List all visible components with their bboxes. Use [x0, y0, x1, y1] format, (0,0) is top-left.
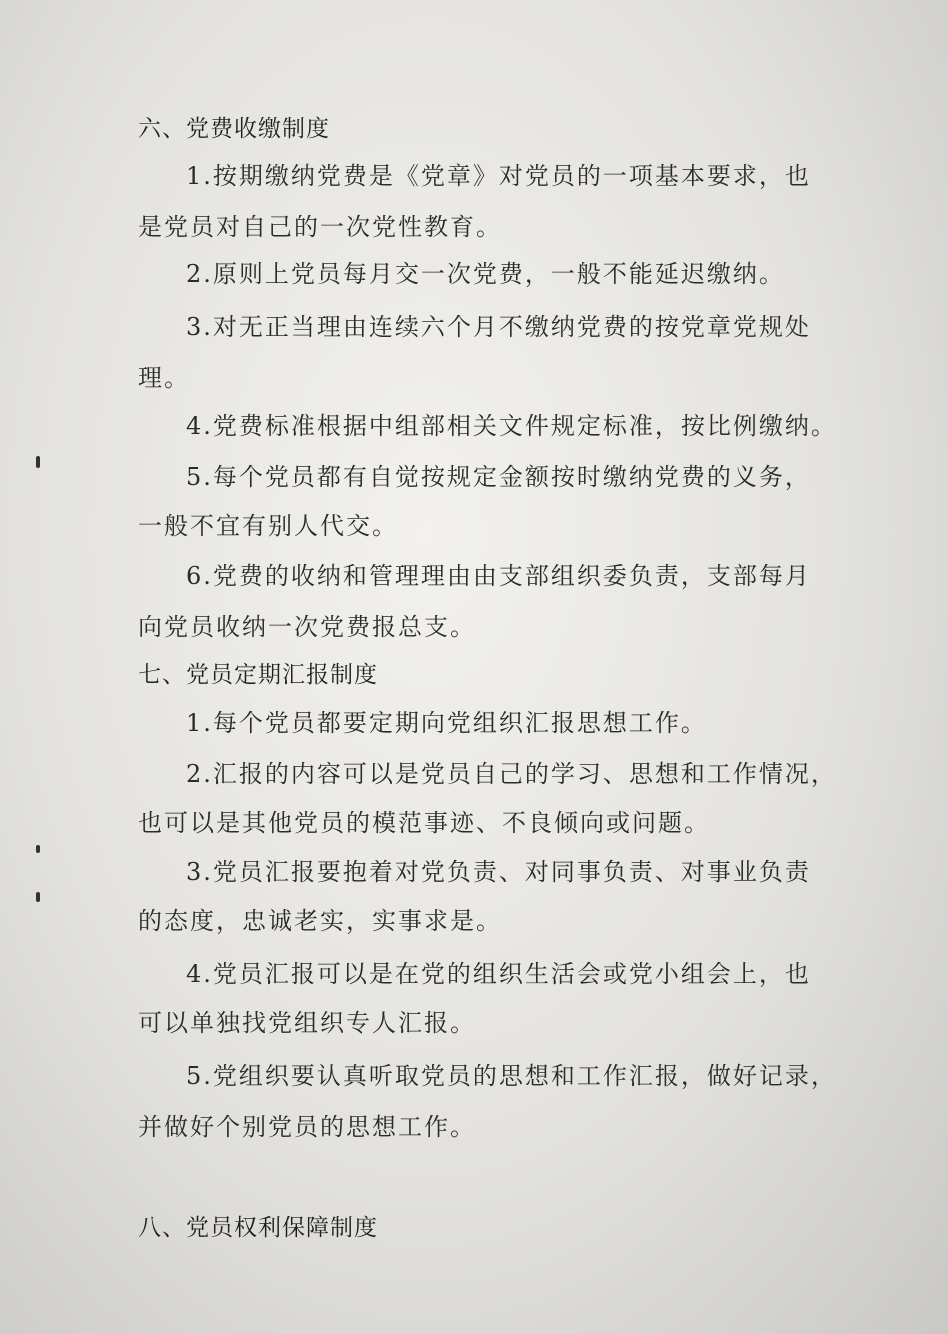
- section-6-title: 六、党费收缴制度: [138, 116, 330, 142]
- section-7-item-5-line-2: 并做好个别党员的思想工作。: [138, 1113, 476, 1141]
- section-7-item-4-line-1: 4.党员汇报可以是在党的组织生活会或党小组会上，也: [186, 960, 811, 988]
- section-6-item-2: 2.原则上党员每月交一次党费，一般不能延迟缴纳。: [186, 260, 785, 288]
- section-6-item-5-line-2: 一般不宜有别人代交。: [138, 512, 398, 540]
- section-7-item-4-line-2: 可以单独找党组织专人汇报。: [138, 1009, 476, 1037]
- section-6-item-5-line-1: 5.每个党员都有自觉按规定金额按时缴纳党费的义务，: [186, 463, 811, 491]
- section-6-item-6-line-1: 6.党费的收纳和管理理由由支部组织委负责，支部每月: [186, 562, 811, 590]
- section-7-item-3-line-1: 3.党员汇报要抱着对党负责、对同事负责、对事业负责: [186, 858, 811, 886]
- section-7-item-3-line-2: 的态度，忠诚老实，实事求是。: [138, 907, 502, 935]
- section-7-item-2-line-2: 也可以是其他党员的模范事迹、不良倾向或问题。: [138, 809, 710, 837]
- section-6-item-4: 4.党费标准根据中组部相关文件规定标准，按比例缴纳。: [186, 412, 837, 440]
- binding-mark-top: [36, 456, 40, 468]
- section-7-title: 七、党员定期汇报制度: [138, 662, 378, 688]
- section-7-item-1: 1.每个党员都要定期向党组织汇报思想工作。: [186, 709, 707, 737]
- section-7-item-2-line-1: 2.汇报的内容可以是党员自己的学习、思想和工作情况，: [186, 760, 837, 788]
- section-6-item-6-line-2: 向党员收纳一次党费报总支。: [138, 613, 476, 641]
- section-6-item-3-line-2: 理。: [138, 364, 190, 392]
- section-6-item-1-line-1: 1.按期缴纳党费是《党章》对党员的一项基本要求，也: [186, 162, 811, 190]
- section-7-item-5-line-1: 5.党组织要认真听取党员的思想和工作汇报，做好记录，: [186, 1062, 837, 1090]
- binding-mark-bottom: [36, 892, 40, 902]
- section-8-title: 八、党员权利保障制度: [138, 1215, 378, 1241]
- section-6-item-3-line-1: 3.对无正当理由连续六个月不缴纳党费的按党章党规处: [186, 313, 811, 341]
- section-6-item-1-line-2: 是党员对自己的一次党性教育。: [138, 213, 502, 241]
- binding-mark-mid: [36, 845, 40, 853]
